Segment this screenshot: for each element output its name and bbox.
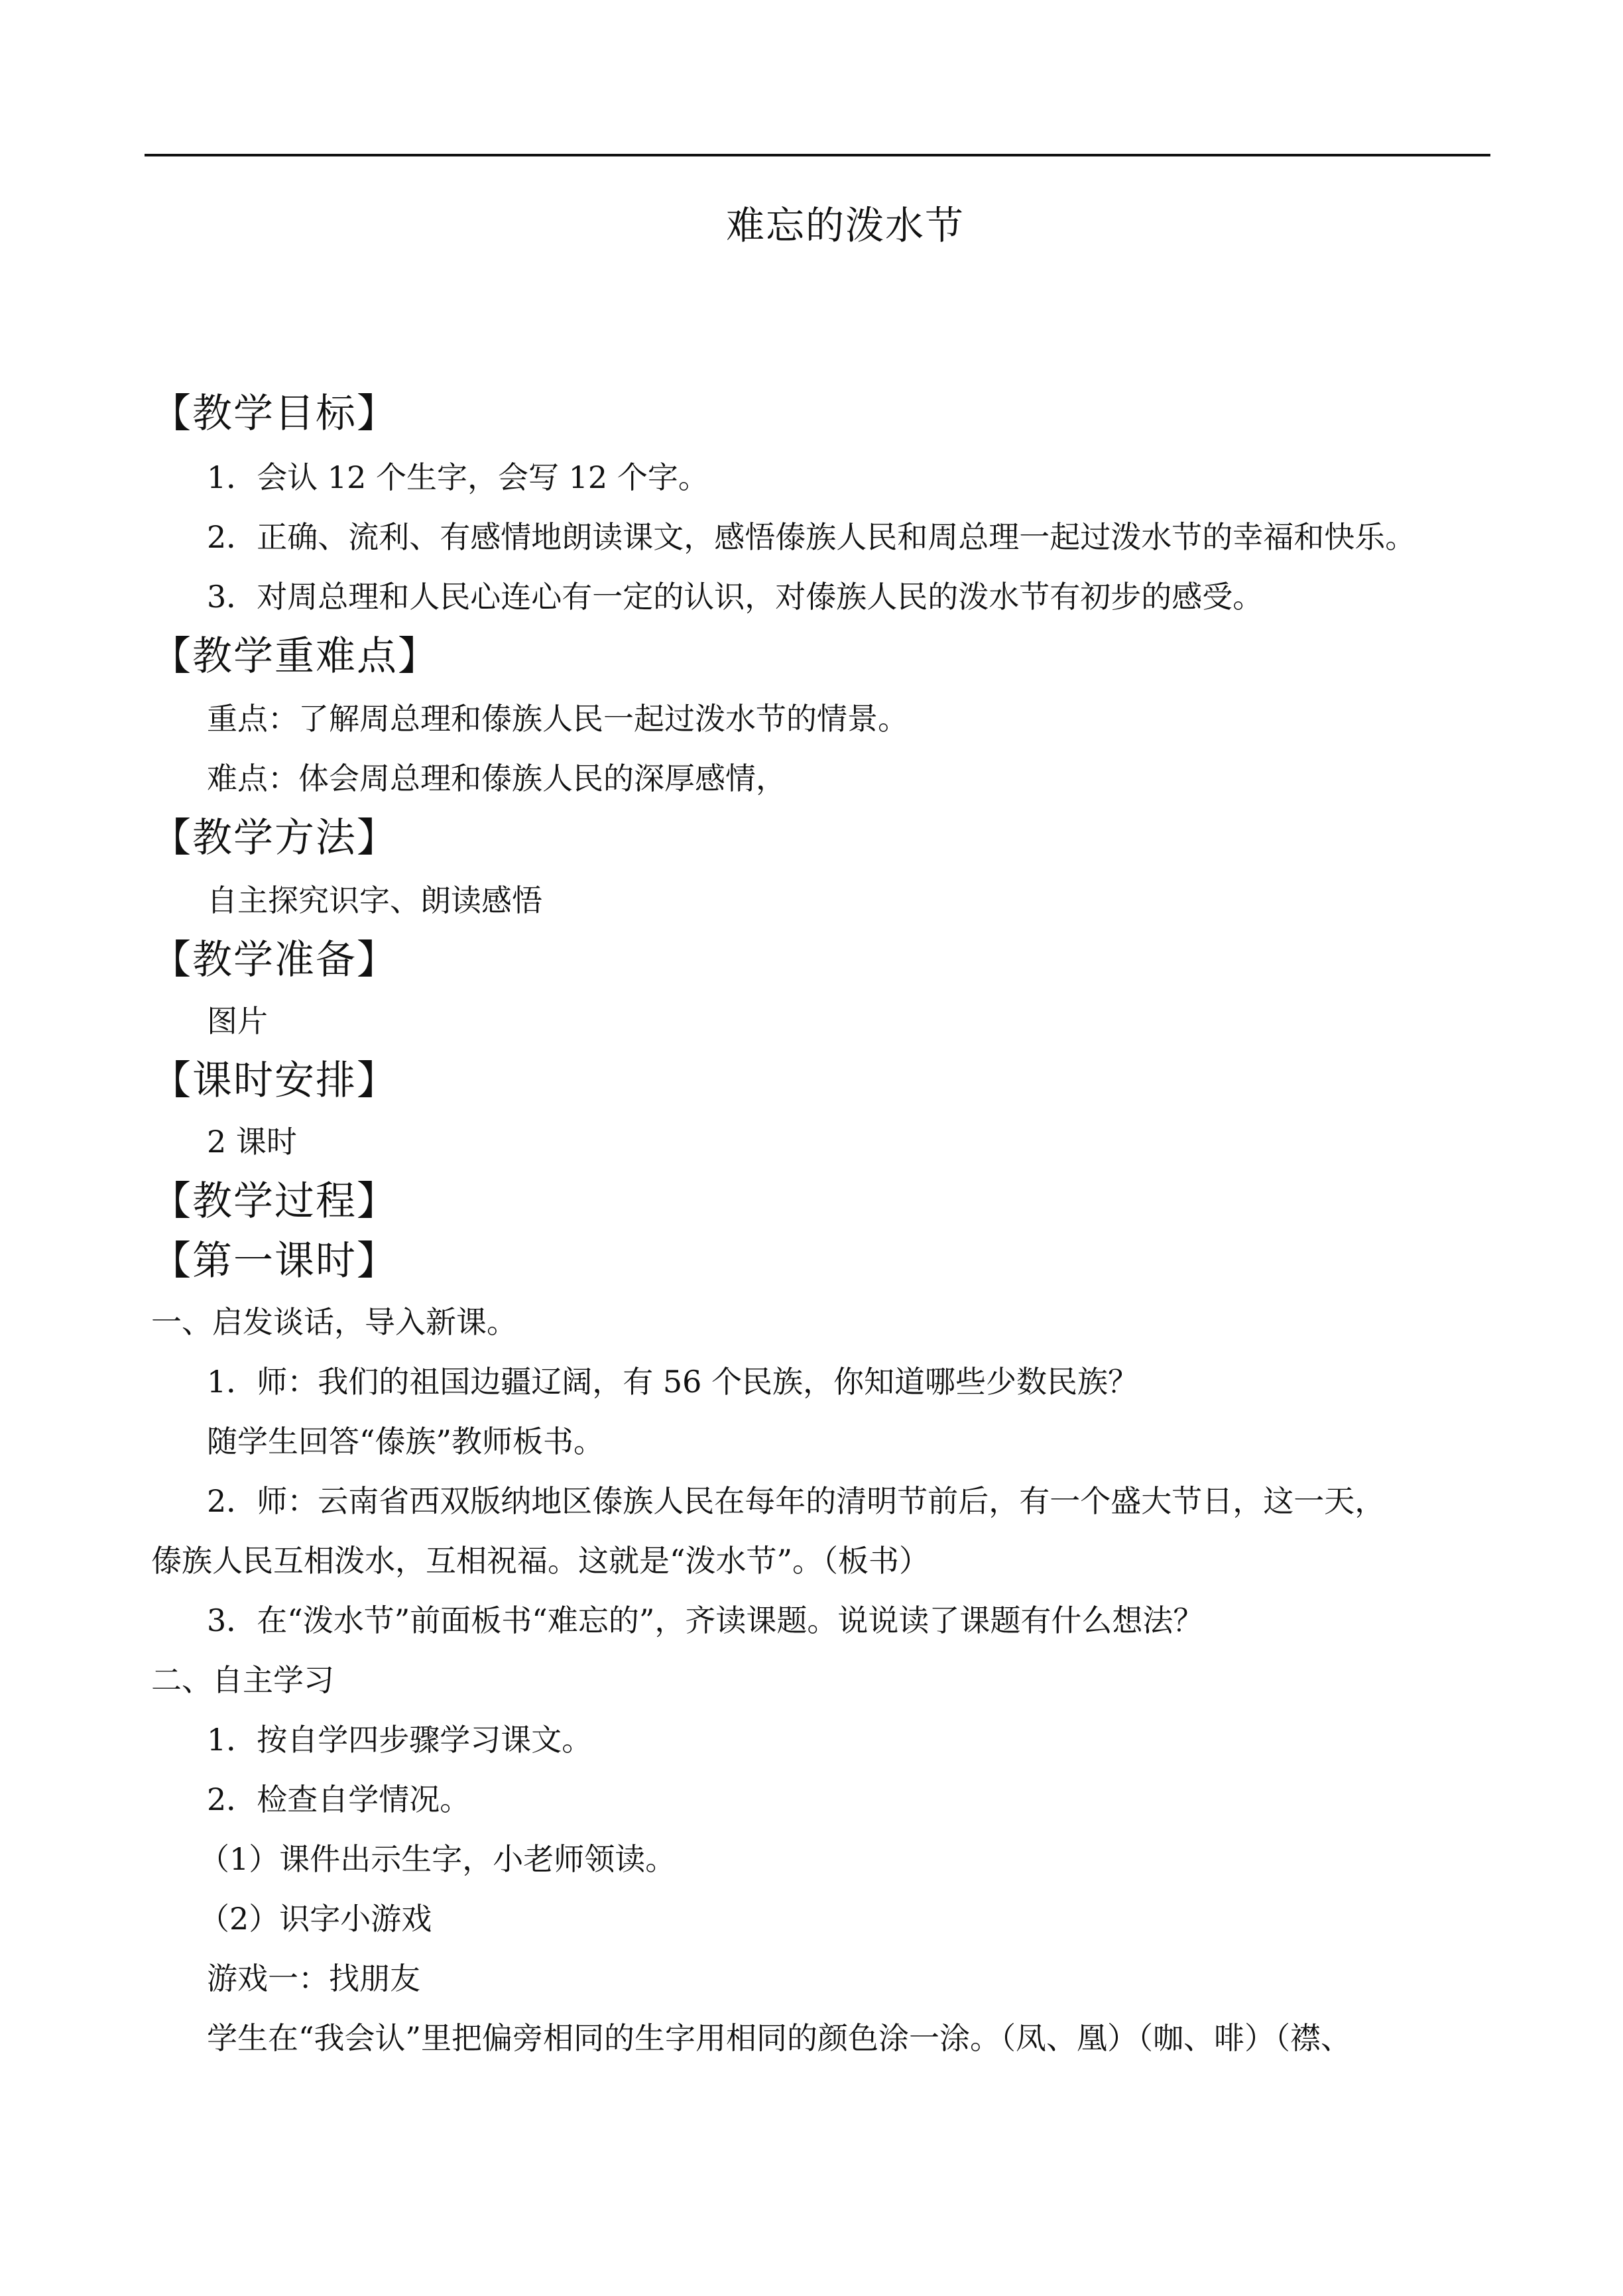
paragraph: 2．师：云南省西双版纳地区傣族人民在每年的清明节前后，有一个盛大节日，这一天， — [207, 1483, 1386, 1519]
section-heading: 二、自主学习 — [151, 1662, 334, 1698]
paragraph: 学生在“我会认”里把偏旁相同的生字用相同的颜色涂一涂。（凤、凰）（咖、啡）（襟、 — [207, 2020, 1352, 2056]
section-heading: 一、启发谈话，导入新课。 — [151, 1304, 517, 1340]
page-title: 难忘的泼水节 — [725, 203, 965, 248]
objective-item: 2．正确、流利、有感情地朗读课文，感悟傣族人民和周总理一起过泼水节的幸福和快乐。 — [207, 519, 1416, 555]
paragraph: （2）识字小游戏 — [199, 1901, 432, 1937]
heading-preparation: 【教学准备】 — [151, 937, 398, 983]
heading-first-lesson: 【第一课时】 — [151, 1238, 398, 1284]
paragraph: 3．在“泼水节”前面板书“难忘的”，齐读课题。说说读了课题有什么想法？ — [207, 1602, 1204, 1638]
heading-objectives: 【教学目标】 — [151, 391, 398, 437]
paragraph: 1．师：我们的祖国边疆辽阔，有 56 个民族，你知道哪些少数民族？ — [207, 1364, 1139, 1400]
paragraph-continuation: 傣族人民互相泼水，互相祝福。这就是“泼水节”。（板书） — [151, 1543, 930, 1579]
heading-schedule: 【课时安排】 — [151, 1057, 398, 1104]
key-point-difficulty: 难点：体会周总理和傣族人民的深厚感情， — [207, 760, 786, 796]
heading-key-points: 【教学重难点】 — [151, 633, 439, 680]
objective-item: 1．会认 12 个生字，会写 12 个字。 — [207, 459, 709, 495]
schedule-text: 2 课时 — [207, 1124, 297, 1160]
methods-text: 自主探究识字、朗读感悟 — [207, 882, 542, 918]
paragraph: （1）课件出示生字，小老师领读。 — [199, 1841, 676, 1877]
header-rule — [145, 154, 1490, 156]
paragraph: 游戏一：找朋友 — [207, 1961, 420, 1996]
paragraph: 1．按自学四步骤学习课文。 — [207, 1722, 593, 1758]
paragraph: 随学生回答“傣族”教师板书。 — [207, 1423, 605, 1459]
heading-process: 【教学过程】 — [151, 1178, 398, 1225]
key-point-focus: 重点：了解周总理和傣族人民一起过泼水节的情景。 — [207, 701, 908, 737]
objective-item: 3．对周总理和人民心连心有一定的认识，对傣族人民的泼水节有初步的感受。 — [207, 579, 1264, 615]
preparation-text: 图片 — [207, 1003, 268, 1039]
paragraph: 2．检查自学情况。 — [207, 1782, 471, 1817]
heading-methods: 【教学方法】 — [151, 815, 398, 861]
